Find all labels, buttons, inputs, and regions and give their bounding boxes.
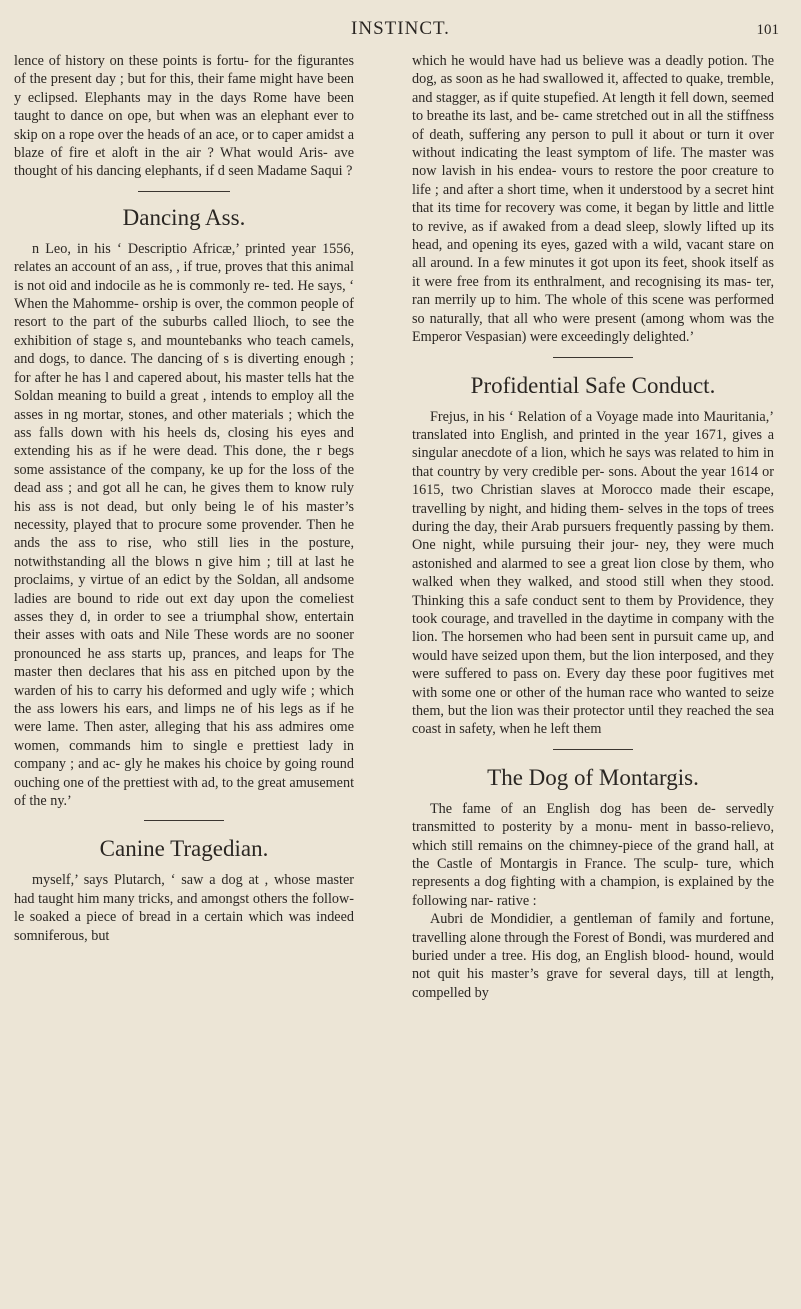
section-title-canine-tragedian: Canine Tragedian. [99,836,269,862]
section-divider [138,191,230,192]
dancing-ass-body: n Leo, in his ‘ Descriptio Africæ,’ printed year 1556, relates an account of an ass, , if true, proves that this animal is not oid and indocile as he is commonly re- ted. He says, ‘ When the Mahomme- orship is over, the common people of resort to the part of the suburbs called llioch, to see the exhibition of stage s, and mountebanks who teach camels, and dogs, to dance. The dancing of s is diverting enough ; for after he has l and capered about, his master tells hat the Soldan meaning to build a great , intends to employ all the asses in ng mortar, stones, and other materials ; which the ass falls down with his heels ds, closing his eyes and extending his as if he were dead. This done, the r begs some assistance of the company, ke up for the loss of the dead ass ; and got all he can, he gives them to know ruly his ass is not dead, but only being le of his master’s necessity, played that to procure some provender. Then he ands the ass to rise, who still lies in the posture, notwithstanding all the blows n give him ; till at last he proclaims, y virtue of an edict by the Soldan, all andsome ladies are bound to ride out ext day upon the comeliest asses they d, in order to see a triumphal show, entertain their asses with oats and Nile These words are no sooner pronounced he ass starts up, prances, and leaps for The master then declares that his ass en pitched upon by the warden of his to carry his deformed and ugly wife ; which the ass lowers his ears, and limps ne of his legs as if he were lame. Then aster, alleging that his ass admires ome women, commands him to single e prettiest lady in company ; and ac- gly he makes his choice by going round ouching one of the prettiest with ad, to the great amusement of the ny.’ [14,240,355,810]
section-title-dog-of-montargis: The Dog of Montargis. [487,764,699,790]
section-divider [553,357,633,358]
safe-conduct-body: Frejus, in his ‘ Relation of a Voyage made into Mauritania,’ translated into English, and printed in the year 1671, gives a singular anecdote of a lion, which he says was related to him in that country by very credible per- sons. About the year 1614 or 1615, two Christian slaves at Morocco made their escape, travelling by night, and hiding them- selves in the tops of trees during the day, their Arab pursuers frequently passing by them. One night, while pursuing their jour- ney, they were much astonished and alarmed to see a great lion close by them, who walked when they walked, and stood still when they stood. Thinking this a safe conduct sent to them by Providence, they took courage, and travelled in the daytime in company with the lion. The horsemen who had been sent in pursuit came up, and would have seized upon them, but the lion interposed, and they were suffered to pass on. Every day these poor fugitives met with some one or other of the human race who wanted to seize them, but the lion was their protector until they reached the sea coast in safety, when he left them [412,408,774,738]
continuation-paragraph: which he would have had us believe was a deadly potion. The dog, as soon as he had swallowed it, affected to quake, tremble, and stagger, as if quite stupefied. At length it fell down, seemed to breathe its last, and be- came stretched out in all the stiffness of death, suffering any person to pull it about or turn it over without indicating the least symptom of life. The master was now lavish in his endea- vours to restore the poor creature to life ; and after a short time, when it understood by a secret hint that its time for recovery was come, it began by little and little to revive, as if awaked from a dead sleep, slowly lifted up its head, and opening its eyes, gazed with a wild, vacant stare on all around. In a few minutes it got upon its feet, shook itself as it were free from its enthralment, and recognising its mas- ter, ran merrily up to him. The whole of this scene was performed so naturally, that all who were present (among whom was the Emperor Vespasian) were exceedingly delighted.’ [412,53,774,346]
section-title-dancing-ass: Dancing Ass. [122,204,246,230]
right-column [412,52,774,1002]
page-number: 101 [756,22,779,38]
section-title-safe-conduct: Profidential Safe Conduct. [470,372,716,398]
canine-tragedian-body: myself,’ says Plutarch, ‘ saw a dog at , whose master had taught him many tricks, and amongst others the follow- le soaked a piece of bread in a certain which was indeed somniferous, but [14,872,354,944]
section-divider [553,749,633,750]
intro-paragraph: lence of history on these points is fortu- for the figurantes of the present day ; but for this, their fame might have been y eclipsed. Elephants may in the days Rome have been taught to dance on ope, but when was an elephant ever to skip on a rope over the heads of an ace, or to caper amidst a blaze of fire et aloft in the air ? What would Aris- ave thought of his dancing elephants, if d seen Madame Saqui ? [14,53,354,180]
running-head: INSTINCT. [351,18,450,39]
page-header [0,12,801,46]
montargis-paragraph-1: The fame of an English dog has been de- servedly transmitted to posterity by a monu- ment in basso-relievo, which still remains on the chimney-piece of the grand hall, at the Castle of Montargis in France. The sculp- ture, which represents a dog fighting with a champion, is explained by the following nar- rative : [412,800,774,909]
left-column [14,52,354,945]
montargis-paragraph-2: Aubri de Mondidier, a gentleman of family and fortune, travelling alone through the Forest of Bondi, was murdered and buried under a tree. His dog, an English blood- hound, would not quit his master’s grave for several days, till at length, compelled by [412,911,774,1001]
section-divider [144,820,224,821]
